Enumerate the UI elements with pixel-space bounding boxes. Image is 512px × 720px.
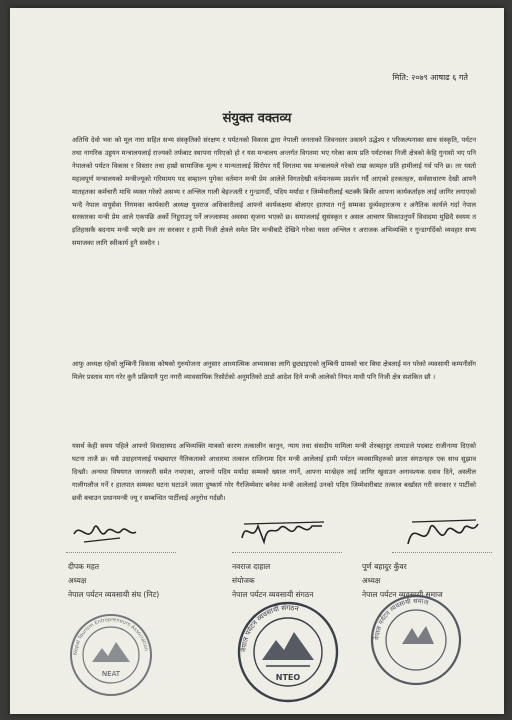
signatory-1 xyxy=(68,560,159,602)
body-paragraph-3: यसर्थ केही समय पहिले आफ्नो विवादास्पद अभिव्यक्ति मात्रको कारण तत्कालीन कानुन, न्याय तथा संसदीय मामिला मन्त्री शेरबहादुर तामाङले पदबाट राजीनामा दिएको घटना ताजै छ। यसै उदाहरणलाई पच्छ्याएर नैतिकताको आधारमा तत्काल राजिनामा दिन मन्त्री आलेलाई हामी पर्यटन व्यवसायिहरुको छाता संगठनहरु एक साथ सुझाव दिन्छौ। अन्यथा विषयगत जानकारी समेत नभएका, आफ्नो पदिय मर्यादा सम्मको ख्याल नगर्ने, आफ्ना मान्छेहरु लाई जागिर खुवाउन अनावश्यक दवाव दिने, अस्लील गालीगलौज गर्ने र हातपात सम्मका घटना घटाउने जस्ता दुष्कार्य गरेर गैरजिम्मेवार बनेका मन्त्री आलेलाई उनको पदिय जिम्मेवारीबाट तत्काल बर्खास्त गरी सरकार र पार्टीको छवी बचाउन प्रधानमन्त्री ज्यू र सम्बन्धित पार्टीलाई अनुरोध गर्दछौ। xyxy=(72,442,476,502)
signature-line-2 xyxy=(232,552,342,553)
signature-line-1 xyxy=(66,552,176,553)
svg-text:नेपाल पर्यटन व्यवसायी समाज: नेपाल पर्यटन व्यवसायी समाज xyxy=(372,596,430,641)
signatory-2 xyxy=(232,560,313,602)
signatory-3-org: नेपाल पर्यटन व्यवसायी समाज xyxy=(362,590,443,599)
signature-line-3 xyxy=(392,552,492,553)
signatory-2-org: नेपाल पर्यटन व्यवसायी संगठन xyxy=(232,590,314,599)
signatory-2-role: संयोजक xyxy=(232,576,255,585)
body-paragraph-2: आफु अध्यक्ष रहेको लुम्बिनी विकास कोषको गुरुयोजना अनुसार आध्यात्मिक अभ्यासका लागि छुट्याइएको लुम्बिनी ग्रामको चार बिघा क्षेत्रलाई मन परेको व्यवसायी कम्पनीसँग मिलेर प्रस्ताव माग गरेर कुनै प्रक्रियानै पुरा नगरी व्यावसायिक रिसोर्टको अनुमतिको ठाडो आदेश दिने मन्त्री आलेको नियत माथी पनि निजी क्षेत्र सशंकित छौ । xyxy=(72,360,476,381)
signature-2 xyxy=(238,514,328,552)
signatory-3-role: अध्यक्ष xyxy=(362,576,381,585)
signatory-1-role: अध्यक्ष xyxy=(68,576,87,585)
document-date: मिति: २०७९ आषाढ ६ गते xyxy=(392,73,468,82)
svg-text:Nepal Tourism Entrepreneurs As: Nepal Tourism Entrepreneurs Association xyxy=(72,616,149,656)
svg-text:NEAT: NEAT xyxy=(101,670,121,678)
signatory-1-name: दीपक महत xyxy=(68,562,100,571)
signature-1 xyxy=(70,514,140,552)
stamp-nteo xyxy=(236,600,340,704)
signatory-2-name: नवराज दाहाल xyxy=(232,562,271,571)
signature-3 xyxy=(402,514,482,554)
svg-text:NTEO: NTEO xyxy=(275,673,301,682)
body-paragraph-1: अतिथि देवो भवः को मूल नारा सहित सभ्य संस्कृतिको संरक्षण र पर्यटनको विकास द्वारा नेपाली जनताको जिवनस्तर उकास्ने उद्धेश्य र परिकल्पनाका साथ संस्कृति, पर्यटन तथा नागरिक उड्डयन मन्त्रालयलाई राज्यको तर्फबाट स्थापना गरिएको हो र यस मन्त्रालय अन्तर्गत विगतमा भए गरेका काम प्रति पर्यटनका निजी क्षेत्रको केहि गुनासो भए पनि नेपालको पर्यटन विकास र विस्तार तथा हाम्रो सामाजिक मूल्य र मान्यतालाई सिरोपर गर्दै विगतमा यस मन्त्रालयले गरेको राम्रा कामहरु प्रति हामीलाई गर्व पनि छ। तर यस्तो महत्वपूर्ण मन्त्रालयको मन्त्रीज्यूको गरिमामय पद सम्हाल्न पुगेका वर्तमान मन्त्री प्रेम आलेले विगतदेखी वर्तमानसम्म प्रदर्शन गर्दै आएको हरकतहरु, सर्वसाधारण देखी आफ्नै मातहतका कर्मचारी माथि व्यक्त गरेको असभ्य र अश्लिल गाली बेइज्जती र गुन्डागर्दी, पदिय मर्यादा र जिम्मेवारीलाई चटक्कै बिर्सेर आफ्ना कार्यकर्ताहरु लाई जागिर लगाएको भन्दै नेपाल वायुसेवा निगमका कार्यकारी अध्यक्ष युवराज अधिकारीलाई आफ्नो कार्यकक्षमा बोलाएर हातपात गर्नु सम्मका दुर्व्यवहारजन्य र अनैतिक कार्यले गर्दा नेपाल सरकारका मन्त्री प्रेम आले एकपछि अर्को निहुराउनु पर्ने लज्जास्पद अवस्था सृजना भएको छ। समाजलाई सुसंस्कृत र असल आचरण सिकाउनुपर्ने विवादमा मुछिदै स्वयम त इतिहासकै बदनाम मन्त्री भएकै छन तर सरकार र हामी निजी क्षेत्रले समेत शिर मन्त्रीबाटै देखिने गरेका यस्ता अश्लिल र अराजक अभिव्यक्ति र गुन्डागर्दिको व्यवहार सभ्य समाजका लागि स्वीकार्य हुनै सक्दैन । xyxy=(72,136,477,248)
document-title: संयुक्त वक्तव्य xyxy=(222,111,292,126)
document-page xyxy=(10,8,504,714)
svg-text:नेपाल पर्यटन व्यवसायी संगठन: नेपाल पर्यटन व्यवसायी संगठन xyxy=(239,603,300,653)
signatory-3-name: पूर्ण बहादुर कुँवर xyxy=(362,562,407,571)
stamp-society xyxy=(368,592,464,688)
signatory-1-org: नेपाल पर्यटन व्यवसायी संघ (निट) xyxy=(68,590,160,599)
stamp-neat xyxy=(68,612,154,698)
